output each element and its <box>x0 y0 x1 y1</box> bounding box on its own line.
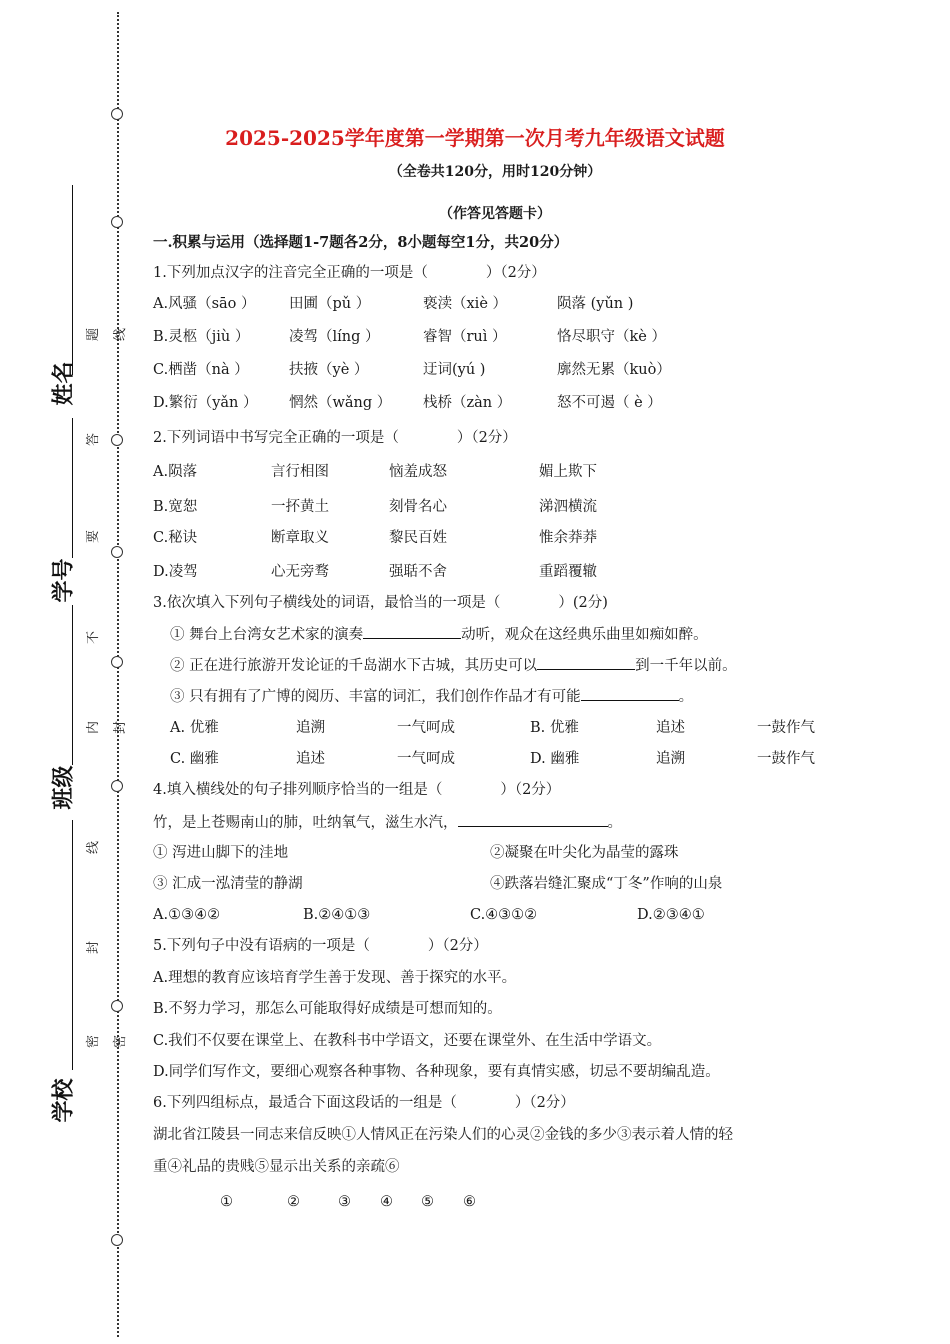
school-field-rule <box>72 820 73 1070</box>
q2-option: 断章取义 <box>271 530 329 546</box>
binding-ring <box>111 546 123 558</box>
q5-option: C.我们不仅要在课堂上、在教科书中学语文，还要在课堂外、在生活中学语文。 <box>153 1033 662 1049</box>
seal-char: 题 <box>86 327 102 342</box>
answer-blank <box>363 624 461 639</box>
binding-ring <box>111 780 123 792</box>
q6-marker: ④ <box>380 1194 393 1210</box>
seal-char: 不 <box>86 630 102 645</box>
q2-option: 心无旁骛 <box>271 564 329 580</box>
q4-lead: 竹，是上苍赐南山的肺，吐纳氧气，滋生水汽， 。 <box>153 812 622 833</box>
q3-stem: 3.依次填入下列句子横线处的词语，最恰当的一项是（ ）(2分) <box>153 595 608 611</box>
q3-option: C. 幽雅 <box>170 751 219 767</box>
id-field-label: 学号 <box>51 558 77 603</box>
q2-option: 强聒不舍 <box>389 564 447 580</box>
q6-marker: ① <box>220 1194 233 1210</box>
q4-option: C.④③①② <box>470 907 538 923</box>
q4-option: B.②④①③ <box>303 907 371 923</box>
q2-option: 重蹈覆辙 <box>539 564 597 580</box>
name-field-label: 姓名 <box>51 361 77 406</box>
exam-title: 2025-2025学年度第一学期第一次月考九年级语文试题 <box>225 126 725 150</box>
q1-option: 陨落 (yǔn ) <box>557 296 634 312</box>
q5-option: A.理想的教育应该培育学生善于发现、善于探究的水平。 <box>153 970 517 986</box>
answer-blank <box>581 686 679 701</box>
q6-marker: ⑥ <box>463 1194 476 1210</box>
school-field-label: 学校 <box>51 1078 77 1123</box>
q3-option: 追溯 <box>296 720 325 736</box>
q4-option: A.①③④② <box>153 907 221 923</box>
q1-option: A.风骚（sāo ） <box>153 296 256 312</box>
q3-option: 追述 <box>296 751 325 767</box>
q6-passage: 湖北省江陵县一同志来信反映①人情风正在污染人们的心灵②金钱的多少③表示着人情的轻 <box>153 1127 733 1143</box>
q1-option: 凌驾（líng ） <box>289 329 380 345</box>
q1-option: 怒不可遏（ è ） <box>557 395 662 411</box>
q3-sentence: ① 舞台上台湾女艺术家的演奏 动听，观众在这经典乐曲里如痴如醉。 <box>170 624 708 645</box>
seal-char: 封 <box>113 720 129 735</box>
seal-char: 密 <box>86 1034 102 1049</box>
q2-option: 惟余莽莽 <box>539 530 597 546</box>
q2-option: 恼羞成怒 <box>389 464 447 480</box>
q2-stem: 2.下列词语中书写完全正确的一项是（ ）（2分） <box>153 430 517 446</box>
q5-stem: 5.下列句子中没有语病的一项是（ ）（2分） <box>153 938 488 954</box>
class-field-rule <box>72 605 73 765</box>
q3-option: D. 幽雅 <box>530 751 580 767</box>
q4-item: ④跌落岩缝汇聚成“丁冬”作响的山泉 <box>490 876 723 892</box>
q2-option: 黎民百姓 <box>389 530 447 546</box>
q3-option: 追述 <box>656 720 685 736</box>
q3-option: 追溯 <box>656 751 685 767</box>
class-field-label: 班级 <box>51 765 77 810</box>
exam-subtitle: （全卷共120分，用时120分钟） <box>388 164 602 180</box>
binding-ring <box>111 1234 123 1246</box>
q6-marker: ② <box>287 1194 300 1210</box>
q1-stem: 1.下列加点汉字的注音完全正确的一项是（ ）（2分） <box>153 265 546 281</box>
q3-option: 一鼓作气 <box>757 720 815 736</box>
seal-char: 内 <box>86 720 102 735</box>
seal-char: 要 <box>86 529 102 544</box>
q3-option: 一鼓作气 <box>757 751 815 767</box>
q6-marker: ③ <box>338 1194 351 1210</box>
q1-option: 迂词(yú ) <box>423 362 486 378</box>
q2-option: D.凌驾 <box>153 564 198 580</box>
id-field-rule <box>72 418 73 558</box>
q2-option: 涕泗横流 <box>539 499 597 515</box>
answer-card-note: （作答见答题卡） <box>439 206 551 222</box>
q1-option: 睿智（ruì ） <box>423 329 507 345</box>
q3-option: B. 优雅 <box>530 720 579 736</box>
q1-option: 田圃（pǔ ） <box>289 296 371 312</box>
q2-option: 言行相图 <box>271 464 329 480</box>
q3-option: 一气呵成 <box>397 720 455 736</box>
seal-char: 线 <box>113 327 129 342</box>
seal-char: 答 <box>86 432 102 447</box>
binding-ring <box>111 656 123 668</box>
q1-option: 亵渎（xiè ） <box>423 296 508 312</box>
q6-stem: 6.下列四组标点，最适合下面这段话的一组是（ ）（2分） <box>153 1095 575 1111</box>
q5-option: D.同学们写作文，要细心观察各种事物、各种现象，要有真情实感，切忌不要胡编乱造。 <box>153 1064 720 1080</box>
q1-option: B.灵柩（jiù ） <box>153 329 250 345</box>
q3-option: A. 优雅 <box>170 720 219 736</box>
q4-item: ① 泻进山脚下的洼地 <box>153 845 289 861</box>
answer-blank <box>458 812 608 827</box>
q6-marker: ⑤ <box>421 1194 434 1210</box>
q3-sentence: ③ 只有拥有了广博的阅历、丰富的词汇，我们创作作品才有可能 。 <box>170 686 693 707</box>
q2-option: B.宽恕 <box>153 499 198 515</box>
q3-sentence: ② 正在进行旅游开发论证的千岛湖水下古城，其历史可以 到一千年以前。 <box>170 655 737 676</box>
q6-passage: 重④礼品的贵贱⑤显示出关系的亲疏⑥ <box>153 1159 400 1175</box>
q2-option: A.陨落 <box>153 464 198 480</box>
q2-option: 媚上欺下 <box>539 464 597 480</box>
answer-blank <box>537 655 635 670</box>
q4-option: D.②③④① <box>637 907 705 923</box>
q1-option: 扶掖（yè ） <box>289 362 369 378</box>
q1-option: 栈桥（zàn ） <box>423 395 512 411</box>
binding-ring <box>111 108 123 120</box>
seal-char: 线 <box>86 840 102 855</box>
q1-option: D.繁衍（yǎn ） <box>153 395 258 411</box>
binding-ring <box>111 434 123 446</box>
q2-option: C.秘诀 <box>153 530 198 546</box>
q4-item: ②凝聚在叶尖化为晶莹的露珠 <box>490 845 679 861</box>
binding-ring <box>111 1000 123 1012</box>
q1-option: 恪尽职守（kè ） <box>557 329 666 345</box>
section-heading: 一.积累与运用（选择题1-7题各2分，8小题每空1分，共20分） <box>153 234 569 251</box>
q2-option: 刻骨名心 <box>389 499 447 515</box>
q4-item: ③ 汇成一泓清莹的静湖 <box>153 876 303 892</box>
seal-char: 密 <box>113 1034 129 1049</box>
q2-option: 一抔黄土 <box>271 499 329 515</box>
q1-option: 廓然无累（kuò） <box>557 362 671 378</box>
q1-option: 惘然（wǎng ） <box>289 395 392 411</box>
q1-option: C.栖凿（nà ） <box>153 362 249 378</box>
q3-option: 一气呵成 <box>397 751 455 767</box>
q5-option: B.不努力学习，那怎么可能取得好成绩是可想而知的。 <box>153 1001 502 1017</box>
q4-stem: 4.填入横线处的句子排列顺序恰当的一组是（ ）（2分） <box>153 782 561 798</box>
seal-char: 封 <box>86 940 102 955</box>
